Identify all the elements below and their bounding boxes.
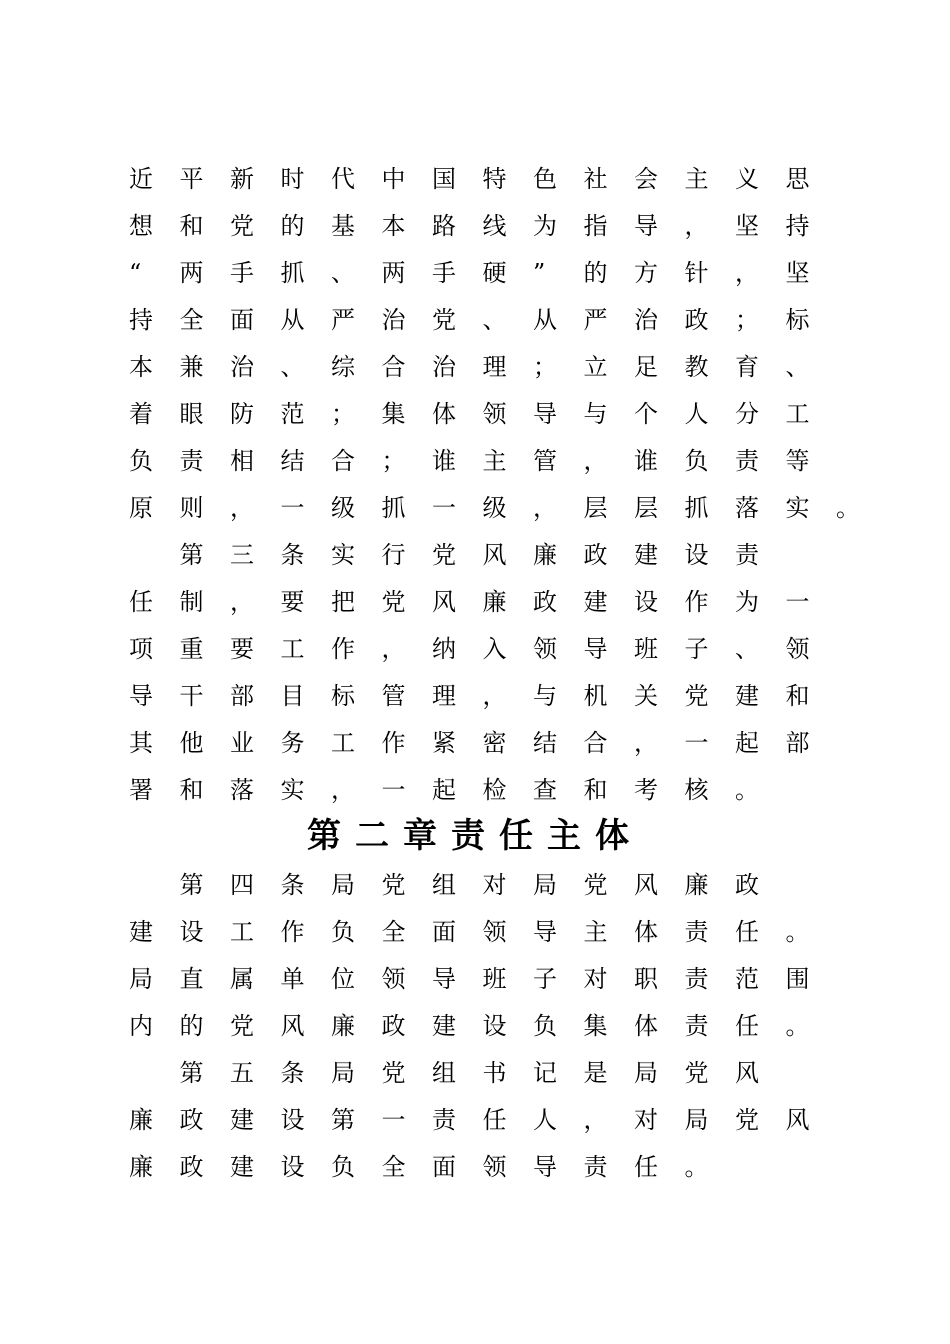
text-line: 第 四 条 局 党 组 对 局 党 风 廉 政: [179, 871, 759, 899]
chapter-heading: 第二章责任主体: [307, 816, 643, 856]
text-line: 任 制 ， 要 把 党 风 廉 政 建 设 作 为 一: [129, 588, 810, 616]
text-line: 原 则 ， 一 级 抓 一 级 ， 层 层 抓 落 实 。: [129, 494, 860, 522]
text-line: 廉 政 建 设 第 一 责 任 人 ， 对 局 党 风: [129, 1106, 810, 1134]
text-line: 第 五 条 局 党 组 书 记 是 局 党 风: [179, 1059, 759, 1087]
text-line: 建 设 工 作 负 全 面 领 导 主 体 责 任 。: [129, 918, 810, 946]
text-line: 内 的 党 风 廉 政 建 设 负 集 体 责 任 。: [129, 1012, 810, 1040]
text-line: 项 重 要 工 作 ， 纳 入 领 导 班 子 、 领: [129, 635, 810, 663]
text-line: 导 干 部 目 标 管 理 ， 与 机 关 党 建 和: [129, 682, 810, 710]
text-line: 署 和 落 实 ， 一 起 检 查 和 考 核 。: [129, 776, 759, 804]
text-line: 近 平 新 时 代 中 国 特 色 社 会 主 义 思: [129, 165, 810, 193]
text-line: 廉 政 建 设 负 全 面 领 导 责 任 。: [129, 1153, 709, 1181]
text-line: 想 和 党 的 基 本 路 线 为 指 导 ， 坚 持: [129, 212, 810, 240]
text-line: 负 责 相 结 合 ； 谁 主 管 ， 谁 负 责 等: [129, 447, 810, 475]
text-line: 本 兼 治 、 综 合 治 理 ； 立 足 教 育 、: [129, 353, 810, 381]
text-line: 第 三 条 实 行 党 风 廉 政 建 设 责: [179, 541, 759, 569]
text-line: “ 两 手 抓 、 两 手 硬 ” 的 方 针 ， 坚: [129, 259, 810, 287]
text-line: 局 直 属 单 位 领 导 班 子 对 职 责 范 围: [129, 965, 810, 993]
text-line: 其 他 业 务 工 作 紧 密 结 合 ， 一 起 部: [129, 729, 810, 757]
text-line: 持 全 面 从 严 治 党 、 从 严 治 政 ； 标: [129, 306, 810, 334]
text-line: 着 眼 防 范 ； 集 体 领 导 与 个 人 分 工: [129, 400, 810, 428]
